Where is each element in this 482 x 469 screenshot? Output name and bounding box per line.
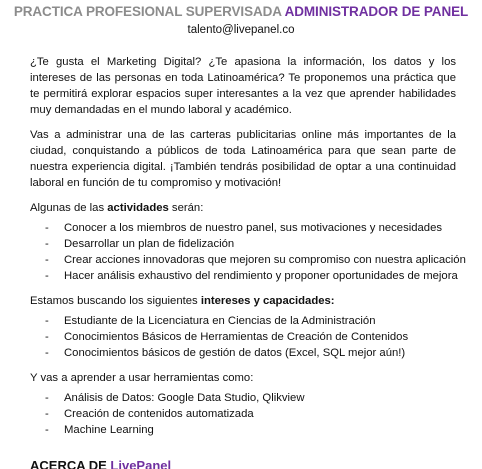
about-heading-brand: LivePanel bbox=[110, 458, 172, 469]
activities-lead bbox=[30, 200, 456, 216]
list-item: - Hacer análisis exhaustivo del rendimiento y proponer oportunidades de mejora bbox=[30, 268, 456, 284]
interests-lead bbox=[30, 293, 456, 309]
about-heading bbox=[30, 458, 171, 469]
intro-paragraph-1: ¿Te gusta el Marketing Digital? ¿Te apasiona la información, los datos y los intereses de las personas en toda Latinoamérica? Te proponemos una práctica que te permitirá explorar espacios super interesantes a la vez que aprender habilidades muy demandadas en el mundo laboral y académico. bbox=[30, 56, 456, 116]
list-item: - Conocer a los miembros de nuestro panel, sus motivaciones y necesidades bbox=[30, 220, 456, 236]
activities-lead-prefix: Algunas de las bbox=[30, 202, 108, 214]
title-purple-part: ADMINISTRADOR DE PANEL bbox=[284, 4, 469, 19]
tools-lead: Y vas a aprender a usar herramientas como: bbox=[30, 372, 254, 384]
list-item: - Conocimientos Básicos de Herramientas de Creación de Contenidos bbox=[30, 329, 456, 345]
activities-lead-suffix: serán: bbox=[168, 202, 204, 214]
page-title bbox=[0, 4, 482, 19]
interests-list bbox=[30, 313, 456, 361]
list-item: - Análisis de Datos: Google Data Studio, Qlikview bbox=[30, 390, 456, 406]
title-grey-part: PRACTICA PROFESIONAL SUPERVISADA bbox=[13, 4, 282, 19]
body-content bbox=[30, 54, 466, 447]
activities-lead-bold: actividades bbox=[107, 202, 169, 214]
list-item: - Machine Learning bbox=[30, 422, 456, 438]
contact-email: talento@livepanel.co bbox=[187, 24, 295, 36]
list-item: - Crear acciones innovadoras que mejoren su compromiso con nuestra aplicación bbox=[30, 252, 456, 268]
list-item: - Estudiante de la Licenciatura en Ciencias de la Administración bbox=[30, 313, 456, 329]
list-item: - Desarrollar un plan de fidelización bbox=[30, 236, 456, 252]
about-heading-prefix: ACERCA DE bbox=[30, 458, 111, 469]
intro-paragraph-2: Vas a administrar una de las carteras publicitarias online más importantes de la ciudad, conquistando a públicos de toda Latinoamérica para que sean parte de nuestra experiencia digital. ¡También tendrás posibilidad de optar a una continuidad laboral en función de tu compromiso y motivación! bbox=[30, 129, 456, 189]
activities-list bbox=[30, 220, 466, 284]
interests-lead-prefix: Estamos buscando los siguientes bbox=[30, 295, 201, 307]
tools-list bbox=[30, 390, 456, 438]
interests-lead-bold: intereses y capacidades: bbox=[200, 295, 335, 307]
list-item: - Conocimientos básicos de gestión de datos (Excel, SQL mejor aún!) bbox=[30, 345, 456, 361]
list-item: - Creación de contenidos automatizada bbox=[30, 406, 456, 422]
